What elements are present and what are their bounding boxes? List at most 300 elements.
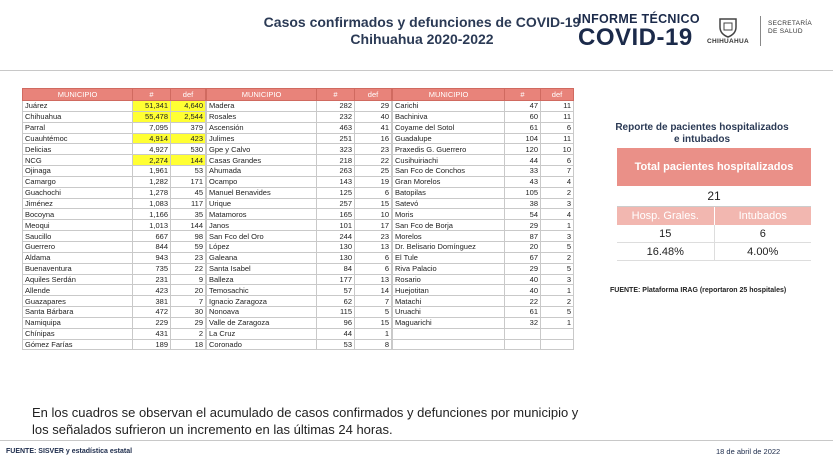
report-title-line1: Casos confirmados y defunciones de COVID-19 [263, 14, 581, 30]
col-deaths: def [355, 89, 392, 101]
deaths-count: 6 [541, 155, 574, 166]
cases-count: 96 [317, 317, 355, 328]
cases-count: 120 [505, 144, 541, 155]
table-row [23, 144, 206, 155]
municipio-name: Aldama [23, 252, 133, 263]
cases-count: 20 [505, 241, 541, 252]
cases-count: 29 [505, 263, 541, 274]
cases-count: 55,478 [133, 111, 171, 122]
deaths-count: 144 [171, 155, 206, 166]
deaths-count: 379 [171, 122, 206, 133]
municipio-name: Delicias [23, 144, 133, 155]
secretaria-line2: DE SALUD [768, 28, 803, 35]
deaths-count: 6 [355, 187, 392, 198]
municipio-name: El Tule [393, 252, 505, 263]
municipio-name: Jiménez [23, 198, 133, 209]
cases-count: 282 [317, 101, 355, 112]
table-row [393, 328, 574, 339]
municipios-table-1 [22, 88, 206, 350]
deaths-count: 29 [171, 317, 206, 328]
table-row [23, 307, 206, 318]
hospital-pct-row [617, 243, 811, 261]
table-row [207, 339, 392, 350]
table-row [207, 133, 392, 144]
cases-count: 84 [317, 263, 355, 274]
deaths-count: 6 [355, 263, 392, 274]
municipio-name: Namiquipa [23, 317, 133, 328]
hospital-report-title [612, 122, 792, 146]
table-row [207, 198, 392, 209]
municipio-name: Ojinaga [23, 166, 133, 177]
table-row [207, 285, 392, 296]
municipio-name: López [207, 241, 317, 252]
col-cases: # [317, 89, 355, 101]
deaths-count: 18 [171, 339, 206, 350]
footer-divider [0, 440, 833, 441]
col-deaths: def [171, 89, 206, 101]
deaths-count: 59 [171, 241, 206, 252]
cases-count: 4,914 [133, 133, 171, 144]
cases-count: 1,278 [133, 187, 171, 198]
table-row [207, 328, 392, 339]
informe-line2: COVID-19 [578, 24, 693, 51]
table-row [393, 274, 574, 285]
table-row [23, 241, 206, 252]
cases-count: 218 [317, 155, 355, 166]
col-deaths: def [541, 89, 574, 101]
table-row [393, 111, 574, 122]
table-row [23, 252, 206, 263]
deaths-count: 13 [355, 241, 392, 252]
table-row [393, 155, 574, 166]
table-row [393, 339, 574, 350]
table-row [393, 317, 574, 328]
cases-count: 54 [505, 209, 541, 220]
table-row [23, 263, 206, 274]
cases-count: 105 [505, 187, 541, 198]
table-row [207, 166, 392, 177]
deaths-count: 7 [171, 296, 206, 307]
table-row [207, 274, 392, 285]
municipio-name: Allende [23, 285, 133, 296]
hosp-grales-value: 15 [659, 228, 672, 240]
cases-count: 257 [317, 198, 355, 209]
informe-line1: INFORME TÉCNICO [578, 12, 700, 26]
hospital-title-line1: Reporte de pacientes hospitalizados [615, 122, 789, 133]
municipio-name: Bocoyna [23, 209, 133, 220]
cases-count: 62 [317, 296, 355, 307]
table-row [23, 285, 206, 296]
col-municipio: MUNICIPIO [207, 89, 317, 101]
deaths-count: 15 [355, 317, 392, 328]
municipio-name: Gpe y Calvo [207, 144, 317, 155]
table-row [23, 317, 206, 328]
table-row [207, 101, 392, 112]
table-row [207, 307, 392, 318]
municipio-name: Batopilas [393, 187, 505, 198]
cases-count: 87 [505, 231, 541, 242]
intubados-value: 6 [714, 225, 812, 242]
municipio-name: Ignacio Zaragoza [207, 296, 317, 307]
deaths-count: 20 [171, 285, 206, 296]
deaths-count: 15 [355, 198, 392, 209]
cases-count: 263 [317, 166, 355, 177]
cases-count: 33 [505, 166, 541, 177]
header-divider [0, 70, 833, 71]
table-row [393, 101, 574, 112]
cases-count: 943 [133, 252, 171, 263]
cases-count: 115 [317, 307, 355, 318]
col-municipio: MUNICIPIO [393, 89, 505, 101]
municipio-name: Casas Grandes [207, 155, 317, 166]
cases-count: 53 [317, 339, 355, 350]
cases-count: 1,083 [133, 198, 171, 209]
cases-count: 2,274 [133, 155, 171, 166]
deaths-count: 10 [355, 209, 392, 220]
table-row [23, 133, 206, 144]
municipio-name: Camargo [23, 176, 133, 187]
deaths-count: 8 [355, 339, 392, 350]
logo-divider [760, 16, 761, 46]
cases-count: 67 [505, 252, 541, 263]
deaths-count: 23 [171, 252, 206, 263]
table-row [207, 187, 392, 198]
table-row [393, 144, 574, 155]
deaths-count: 1 [541, 220, 574, 231]
deaths-count: 45 [171, 187, 206, 198]
deaths-count: 144 [171, 220, 206, 231]
municipio-name: Ocampo [207, 176, 317, 187]
col-municipio: MUNICIPIO [23, 89, 133, 101]
deaths-count: 4 [541, 209, 574, 220]
table-row [207, 241, 392, 252]
cases-count: 735 [133, 263, 171, 274]
table-row [207, 220, 392, 231]
deaths-count: 3 [541, 274, 574, 285]
deaths-count: 5 [541, 307, 574, 318]
cases-count: 57 [317, 285, 355, 296]
table-row [393, 296, 574, 307]
municipio-name: Gran Morelos [393, 176, 505, 187]
deaths-count: 16 [355, 133, 392, 144]
cases-count: 44 [317, 328, 355, 339]
deaths-count: 11 [541, 101, 574, 112]
municipio-name [393, 328, 505, 339]
deaths-count: 2 [171, 328, 206, 339]
municipio-name: Juárez [23, 101, 133, 112]
cases-count: 61 [505, 307, 541, 318]
cases-count: 61 [505, 122, 541, 133]
municipio-name: Guazapares [23, 296, 133, 307]
cases-count: 323 [317, 144, 355, 155]
municipio-name: Ahumada [207, 166, 317, 177]
deaths-count: 14 [355, 285, 392, 296]
deaths-count: 3 [541, 231, 574, 242]
table-row [393, 231, 574, 242]
deaths-count: 4 [541, 176, 574, 187]
municipio-name: Rosales [207, 111, 317, 122]
table-row [207, 296, 392, 307]
cases-count: 381 [133, 296, 171, 307]
cases-count: 44 [505, 155, 541, 166]
cases-count: 29 [505, 220, 541, 231]
deaths-count: 19 [355, 176, 392, 187]
table-row [23, 198, 206, 209]
cases-count: 143 [317, 176, 355, 187]
cases-count: 4,927 [133, 144, 171, 155]
cases-count: 1,282 [133, 176, 171, 187]
hosp-grales-pct: 16.48% [646, 246, 684, 258]
deaths-count: 5 [541, 241, 574, 252]
table-row [393, 220, 574, 231]
cases-count: 7,095 [133, 122, 171, 133]
municipio-name: Saucillo [23, 231, 133, 242]
table-row [393, 176, 574, 187]
table-row [393, 252, 574, 263]
table-row [23, 101, 206, 112]
deaths-count: 53 [171, 166, 206, 177]
footer-source: FUENTE: SISVER y estadística estatal [6, 448, 133, 455]
municipio-name: Chihuahua [23, 111, 133, 122]
hospital-subheader [617, 207, 811, 225]
deaths-count: 6 [541, 122, 574, 133]
explanatory-note: En los cuadros se observan el acumulado de casos confirmados y defunciones por municipio y los señalados sufrieron un incremento en las últimas 24 horas. [32, 405, 579, 437]
table-row [207, 317, 392, 328]
municipio-name: Ascensión [207, 122, 317, 133]
cases-count: 130 [317, 252, 355, 263]
cases-count: 38 [505, 198, 541, 209]
municipio-name: Buenaventura [23, 263, 133, 274]
table-row [23, 187, 206, 198]
cases-count: 1,166 [133, 209, 171, 220]
deaths-count: 25 [355, 166, 392, 177]
municipio-name: Coronado [207, 339, 317, 350]
municipio-name: Santa Isabel [207, 263, 317, 274]
cases-count [505, 339, 541, 350]
municipio-name: Dr. Belisario Domínguez [393, 241, 505, 252]
cases-count: 667 [133, 231, 171, 242]
cases-count: 60 [505, 111, 541, 122]
table-row [207, 263, 392, 274]
deaths-count: 7 [541, 166, 574, 177]
cases-count: 101 [317, 220, 355, 231]
municipios-table-3 [392, 88, 574, 350]
informe-tecnico-logo [578, 12, 700, 50]
table-row [207, 122, 392, 133]
deaths-count: 2 [541, 296, 574, 307]
cases-count: 177 [317, 274, 355, 285]
deaths-count: 22 [355, 155, 392, 166]
table-row [207, 176, 392, 187]
cases-count: 244 [317, 231, 355, 242]
table-row [23, 155, 206, 166]
table-row [23, 328, 206, 339]
municipio-name: Guachochi [23, 187, 133, 198]
table-row [393, 122, 574, 133]
municipio-name: Chínipas [23, 328, 133, 339]
municipio-name: Carichi [393, 101, 505, 112]
report-title [262, 14, 582, 48]
municipio-name: Guadalupe [393, 133, 505, 144]
cases-count: 431 [133, 328, 171, 339]
table-row [207, 231, 392, 242]
municipio-name: Valle de Zaragoza [207, 317, 317, 328]
municipio-name: Temosachic [207, 285, 317, 296]
table-row [207, 155, 392, 166]
deaths-count: 4,640 [171, 101, 206, 112]
deaths-count: 41 [355, 122, 392, 133]
table-row [23, 339, 206, 350]
municipio-name: NCG [23, 155, 133, 166]
deaths-count: 6 [355, 252, 392, 263]
table-row [23, 166, 206, 177]
municipio-name: San Fco de Borja [393, 220, 505, 231]
cases-count: 844 [133, 241, 171, 252]
municipio-name: Uruachi [393, 307, 505, 318]
municipio-name: San Fco del Oro [207, 231, 317, 242]
municipio-name: Praxedis G. Guerrero [393, 144, 505, 155]
municipio-name: Julimes [207, 133, 317, 144]
cases-count: 165 [317, 209, 355, 220]
hospital-total-value: 21 [617, 186, 811, 207]
municipio-name: Madera [207, 101, 317, 112]
municipio-name: Rosario [393, 274, 505, 285]
municipio-name: Coyame del Sotol [393, 122, 505, 133]
municipio-name: Gómez Farías [23, 339, 133, 350]
municipio-name: Cusihuiriachi [393, 155, 505, 166]
cases-count: 1,961 [133, 166, 171, 177]
deaths-count [541, 339, 574, 350]
municipio-name: Cuauhtémoc [23, 133, 133, 144]
municipio-name: Janos [207, 220, 317, 231]
cases-count: 40 [505, 285, 541, 296]
hospital-counts-row [617, 225, 811, 243]
deaths-count: 23 [355, 144, 392, 155]
municipios-table-2 [206, 88, 392, 350]
municipio-name: Parral [23, 122, 133, 133]
table-row [393, 133, 574, 144]
municipio-name: Satevó [393, 198, 505, 209]
municipio-name: Meoqui [23, 220, 133, 231]
municipio-name: Santa Bárbara [23, 307, 133, 318]
col-cases: # [505, 89, 541, 101]
municipio-name: Riva Palacio [393, 263, 505, 274]
table-row [207, 252, 392, 263]
deaths-count: 30 [171, 307, 206, 318]
table-row [393, 263, 574, 274]
table-row [23, 209, 206, 220]
municipio-name: Urique [207, 198, 317, 209]
municipio-name: La Cruz [207, 328, 317, 339]
intubados-label: Intubados [714, 207, 812, 225]
table-row [393, 209, 574, 220]
logo-caption: CHIHUAHUA [706, 38, 750, 45]
deaths-count: 13 [355, 274, 392, 285]
table-row [23, 111, 206, 122]
hospital-summary [617, 148, 811, 261]
cases-count: 232 [317, 111, 355, 122]
table-row [23, 231, 206, 242]
table-row [393, 187, 574, 198]
hospital-title-line2: e intubados [673, 134, 731, 145]
deaths-count: 40 [355, 111, 392, 122]
table-row [207, 144, 392, 155]
intubados-pct: 4.00% [714, 243, 812, 260]
cases-count: 1,013 [133, 220, 171, 231]
table-row [23, 220, 206, 231]
cases-count: 229 [133, 317, 171, 328]
chihuahua-logo [704, 16, 752, 52]
table-row [393, 241, 574, 252]
table-row [23, 274, 206, 285]
municipio-name: Bachiniva [393, 111, 505, 122]
deaths-count: 17 [355, 220, 392, 231]
hospital-total-label: Total pacientes hospitalizados [617, 148, 811, 186]
deaths-count [541, 328, 574, 339]
deaths-count: 11 [541, 111, 574, 122]
report-title-line2: Chihuahua 2020-2022 [350, 31, 494, 47]
table-row [207, 209, 392, 220]
municipio-name: Balleza [207, 274, 317, 285]
cases-count [505, 328, 541, 339]
deaths-count: 3 [541, 198, 574, 209]
cases-count: 125 [317, 187, 355, 198]
deaths-count: 1 [541, 317, 574, 328]
municipio-name: Nonoava [207, 307, 317, 318]
deaths-count: 117 [171, 198, 206, 209]
irag-source: FUENTE: Plataforma IRAG (reportaron 25 hospitales) [610, 287, 787, 294]
municipio-name [393, 339, 505, 350]
cases-count: 251 [317, 133, 355, 144]
cases-count: 463 [317, 122, 355, 133]
deaths-count: 11 [541, 133, 574, 144]
shield-icon [717, 16, 739, 38]
municipio-name: Huejotitan [393, 285, 505, 296]
cases-count: 22 [505, 296, 541, 307]
deaths-count: 2,544 [171, 111, 206, 122]
cases-count: 40 [505, 274, 541, 285]
deaths-count: 171 [171, 176, 206, 187]
table-row [393, 307, 574, 318]
municipio-name: Matachi [393, 296, 505, 307]
table-row [23, 176, 206, 187]
cases-count: 43 [505, 176, 541, 187]
col-cases: # [133, 89, 171, 101]
deaths-count: 22 [171, 263, 206, 274]
cases-count: 47 [505, 101, 541, 112]
municipio-name: Matamoros [207, 209, 317, 220]
municipio-name: Moris [393, 209, 505, 220]
municipio-name: Morelos [393, 231, 505, 242]
municipio-name: Guerrero [23, 241, 133, 252]
deaths-count: 29 [355, 101, 392, 112]
deaths-count: 7 [355, 296, 392, 307]
footer-date: 18 de abril de 2022 [716, 447, 781, 456]
cases-count: 51,341 [133, 101, 171, 112]
cases-count: 472 [133, 307, 171, 318]
municipio-name: Galeana [207, 252, 317, 263]
table-row [393, 198, 574, 209]
municipio-name: Manuel Benavides [207, 187, 317, 198]
deaths-count: 35 [171, 209, 206, 220]
secretaria-salud [768, 20, 812, 36]
secretaria-line1: SECRETARÍA [768, 20, 813, 27]
deaths-count: 423 [171, 133, 206, 144]
cases-count: 189 [133, 339, 171, 350]
deaths-count: 1 [355, 328, 392, 339]
deaths-count: 9 [171, 274, 206, 285]
cases-count: 32 [505, 317, 541, 328]
